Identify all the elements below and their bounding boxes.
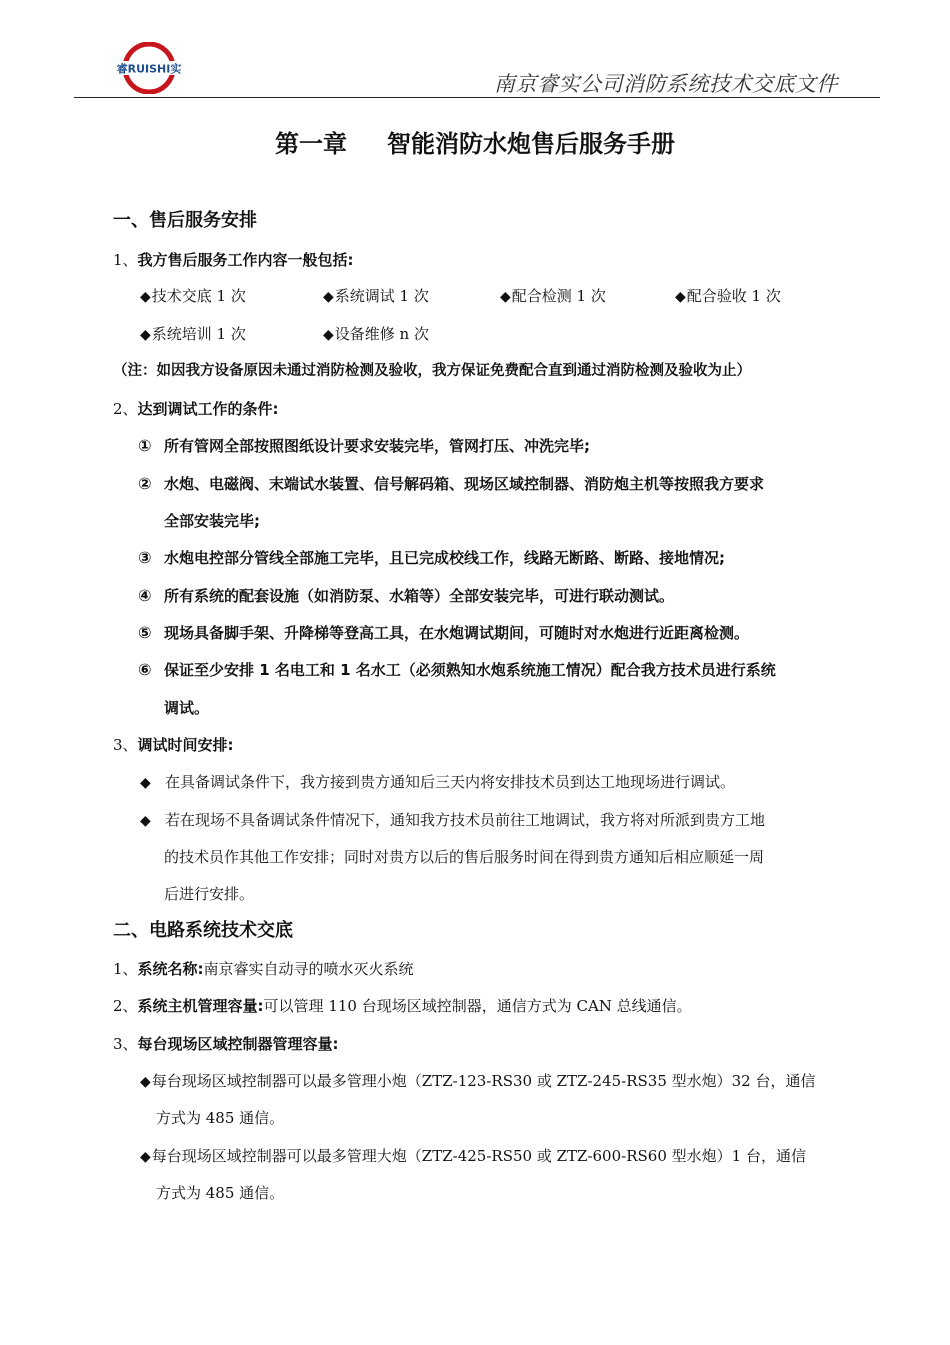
condition-item-4: ④ 所有系统的配套设施（如消防泵、水箱等）全部安装完毕，可进行联动测试。 [138, 586, 675, 605]
diamond-bullet-icon: ◆ [140, 1149, 151, 1165]
item-number: 3、 [113, 1035, 138, 1053]
diamond-bullet-icon: ◆ [140, 813, 151, 829]
condition-item-2: ② 水炮、电磁阀、末端试水装置、信号解码箱、现场区域控制器、消防炮主机等按照我方要求 [138, 474, 765, 493]
circled-one-icon: ① [138, 436, 152, 455]
item-number: 1、 [113, 251, 138, 269]
section-heading-1: 一、售后服务安排 [113, 210, 257, 231]
capacity-item-2: ◆每台现场区域控制器可以最多管理大炮（ZTZ-425-RS50 或 ZTZ-600-RS60 型水炮）1 台，通信 [140, 1147, 806, 1165]
schedule-item-2: ◆ 若在现场不具备调试条件情况下，通知我方技术员前往工地调试，我方将对所派到贵方工地 [140, 811, 766, 829]
diamond-bullet-icon: ◆ [140, 289, 151, 305]
field-label: 系统主机管理容量: [137, 997, 264, 1015]
diamond-bullet-icon: ◆ [140, 1074, 151, 1090]
circled-three-icon: ③ [138, 548, 152, 567]
system-name-line [113, 959, 414, 979]
diamond-bullet-icon: ◆ [323, 327, 334, 343]
host-capacity-line [113, 996, 692, 1016]
service-item: ◆系统调试 1 次 [323, 287, 429, 305]
header-rule [74, 97, 880, 98]
logo-text: 睿RUISHI实 [116, 62, 182, 76]
service-item: ◆设备维修 n 次 [323, 325, 429, 343]
section-heading-2: 二、电路系统技术交底 [113, 920, 293, 941]
service-item: ◆配合检测 1 次 [500, 287, 606, 305]
diamond-bullet-icon: ◆ [140, 327, 151, 343]
service-item: ◆系统培训 1 次 [140, 325, 246, 343]
condition-item-1: ① 所有管网全部按照图纸设计要求安装完毕，管网打压、冲洗完毕; [138, 436, 591, 455]
item-number: 2、 [113, 400, 138, 418]
capacity-item-2-cont: 方式为 485 通信。 [156, 1184, 285, 1202]
condition-item-2-cont: 全部安装完毕; [164, 512, 260, 530]
condition-item-3: ③ 水炮电控部分管线全部施工完毕，且已完成校线工作，线路无断路、断路、接地情况; [138, 548, 726, 567]
service-note: （注：如因我方设备原因未通过消防检测及验收，我方保证免费配合直到通过消防检测及验收为止） [113, 363, 751, 379]
circled-two-icon: ② [138, 474, 152, 493]
diamond-bullet-icon: ◆ [675, 289, 686, 305]
diamond-bullet-icon: ◆ [140, 775, 151, 791]
schedule-item-2-cont: 的技术员作其他工作安排；同时对贵方以后的售后服务时间在得到贵方通知后相应顺延一周 [164, 848, 765, 866]
item-number: 1、 [113, 960, 138, 978]
capacity-item-1: ◆每台现场区域控制器可以最多管理小炮（ZTZ-123-RS30 或 ZTZ-245-RS35 型水炮）32 台，通信 [140, 1072, 816, 1090]
circled-six-icon: ⑥ [138, 660, 152, 679]
circled-four-icon: ④ [138, 586, 152, 605]
service-item: ◆配合验收 1 次 [675, 287, 781, 305]
chapter-title [0, 124, 950, 159]
service-item: ◆技术交底 1 次 [140, 287, 246, 305]
header-title: 南京睿实公司消防系统技术交底文件 [494, 72, 838, 96]
paragraph-2-title [113, 399, 279, 419]
item-title: 我方售后服务工作内容一般包括: [137, 251, 354, 269]
schedule-item-1: ◆ 在具备调试条件下，我方接到贵方通知后三天内将安排技术员到达工地现场进行调试。 [140, 773, 736, 791]
condition-item-6-cont: 调试。 [164, 699, 210, 717]
field-label: 每台现场区域控制器管理容量: [137, 1035, 339, 1053]
item-number: 3、 [113, 736, 138, 754]
ruishi-logo [108, 42, 190, 94]
capacity-item-1-cont: 方式为 485 通信。 [156, 1109, 285, 1127]
schedule-item-2-cont: 后进行安排。 [164, 885, 255, 903]
paragraph-1-title [113, 250, 354, 270]
field-label: 系统名称: [137, 960, 204, 978]
paragraph-3-title [113, 735, 234, 755]
condition-item-6: ⑥ 保证至少安排 1 名电工和 1 名水工（必须熟知水炮系统施工情况）配合我方技术员进行系统 [138, 660, 776, 679]
controller-capacity-line [113, 1034, 339, 1054]
circled-five-icon: ⑤ [138, 623, 152, 642]
diamond-bullet-icon: ◆ [323, 289, 334, 305]
field-value: 南京睿实自动寻的喷水灭火系统 [203, 960, 414, 978]
field-value: 可以管理 110 台现场区域控制器，通信方式为 CAN 总线通信。 [263, 997, 692, 1015]
item-title: 达到调试工作的条件: [137, 400, 279, 418]
item-title: 调试时间安排: [137, 736, 234, 754]
condition-item-5: ⑤ 现场具备脚手架、升降梯等登高工具，在水炮调试期间，可随时对水炮进行近距离检测。 [138, 623, 750, 642]
chapter-number: 第一章 [275, 130, 347, 158]
item-number: 2、 [113, 997, 138, 1015]
diamond-bullet-icon: ◆ [500, 289, 511, 305]
chapter-name: 智能消防水炮售后服务手册 [387, 130, 675, 158]
